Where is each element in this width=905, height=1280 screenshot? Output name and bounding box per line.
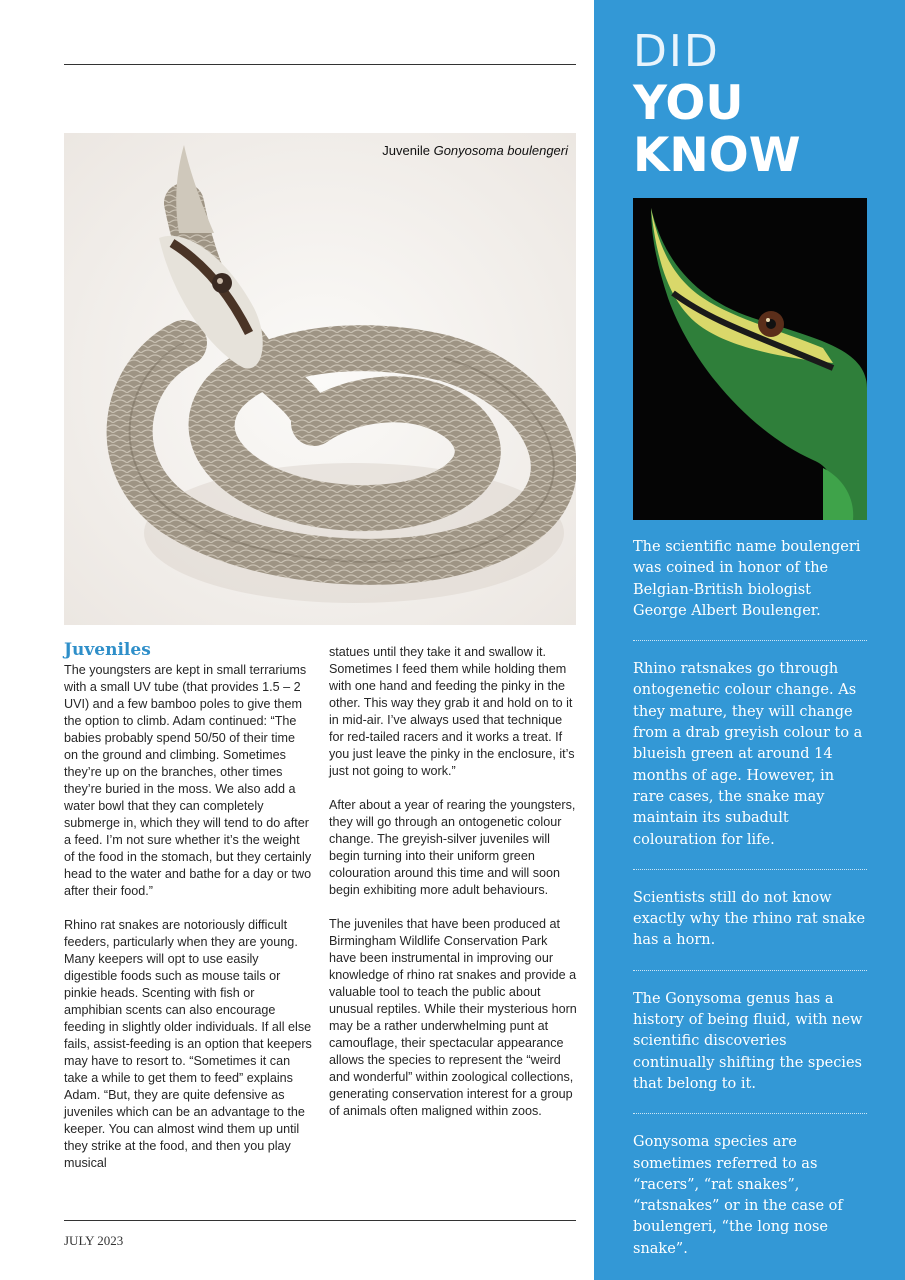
section-heading: Juveniles bbox=[64, 640, 151, 660]
juvenile-snake-photo bbox=[64, 133, 576, 625]
fact-item: Gonysoma species are sometimes referred to as “racers”, “rat snakes”, “ratsnakes” or in the case of boulengeri, “the long nose snake”. bbox=[633, 1134, 843, 1257]
fact-item: The scientific name boulengeri was coined in honor of the Belgian-British biologist George Albert Boulenger. bbox=[633, 539, 861, 619]
fact-item: Rhino ratsnakes go through ontogenetic colour change. As they mature, they will change from a drab greyish colour to a blueish green at around 14 months of age. However, in rare cases, the snake may maintain its subadult colouration for life. bbox=[633, 661, 863, 848]
article-column-1 bbox=[64, 640, 312, 1189]
paragraph: Rhino rat snakes are notoriously difficult feeders, particularly when they are young. Many keepers will opt to use easily digestible foods such as mouse tails or pinkie heads. Scenting with fish or amphibian scents can also encourage feeding in slightly older individuals. If all else fails, assist-feeding is an option that keepers may have to resort to. “Sometimes it can take a while to get them to feed” explains Adam. “But, they are quite defensive as juveniles which can be an advantage to the keeper. You can almost wind them up until they strike at the food, and then you play musical bbox=[64, 918, 312, 1170]
paragraph: The youngsters are kept in small terrariums with a small UV tube (that provides 1.5 – 2 UVI) and a few bamboo poles to give them the option to climb. Adam continued: “The babies probably spend 50/50 of their time on the ground and climbing. Sometimes they’re up on the branches, other times they’re buried in the moss. We also add a water bowl that they can completely submerge in, which they will tend to do after a feed. I’m not sure whether it’s the weight of the food in the stomach, but they certainly head to the water and bathe for a day or two after their food.” bbox=[64, 663, 312, 898]
dotted-divider bbox=[633, 640, 867, 641]
photo-caption: Juvenile Gonyosoma boulengeri bbox=[382, 143, 568, 158]
facts-list bbox=[633, 537, 867, 1278]
dotted-divider bbox=[633, 970, 867, 971]
sidebar-title: DID YOU KNOW bbox=[633, 26, 801, 183]
fact-item: Scientists still do not know exactly why the rhino rat snake has a horn. bbox=[633, 889, 866, 949]
adult-snake-photo bbox=[633, 198, 867, 520]
dotted-divider bbox=[633, 869, 867, 870]
did-you-know-sidebar bbox=[594, 0, 905, 1280]
bottom-rule bbox=[64, 1220, 576, 1221]
paragraph: The juveniles that have been produced at Birmingham Wildlife Conservation Park have been instrumental in improving our knowledge of rhino rat snakes and provide a valuable tool to teach the public about unusual reptiles. While their mysterious horn may be a rather underwhelming punt at camouflage, their spectacular appearance allows the species to represent the “weird and wonderful” within zoological collections, generating conservation interest for a group of animals often maligned within zoos. bbox=[329, 917, 577, 1118]
issue-date: JULY 2023 bbox=[64, 1233, 124, 1248]
paragraph: statues until they take it and swallow it. Sometimes I feed them while holding them with one hand and feeding the pinky in the other. This way they grab it and hold on to it in mid-air. I’ve always used that technique for red-tailed racers and it works a treat. If you just leave the pinky in the enclosure, it’s just not going to work.” bbox=[329, 645, 575, 778]
juvenile-snake-illustration bbox=[64, 133, 576, 625]
dotted-divider bbox=[633, 1113, 867, 1114]
top-rule bbox=[64, 64, 576, 65]
article-column-2 bbox=[329, 644, 577, 1137]
fact-item: The Gonysoma genus has a history of being fluid, with new scientific discoveries continually shifting the species that belong to it. bbox=[633, 990, 863, 1092]
paragraph: After about a year of rearing the youngsters, they will go through an ontogenetic colour change. The greyish-silver juveniles will begin turning into their uniform green colouration around this time and will soon begin exhibiting more adult behaviours. bbox=[329, 798, 576, 897]
adult-snake-illustration bbox=[633, 198, 867, 520]
